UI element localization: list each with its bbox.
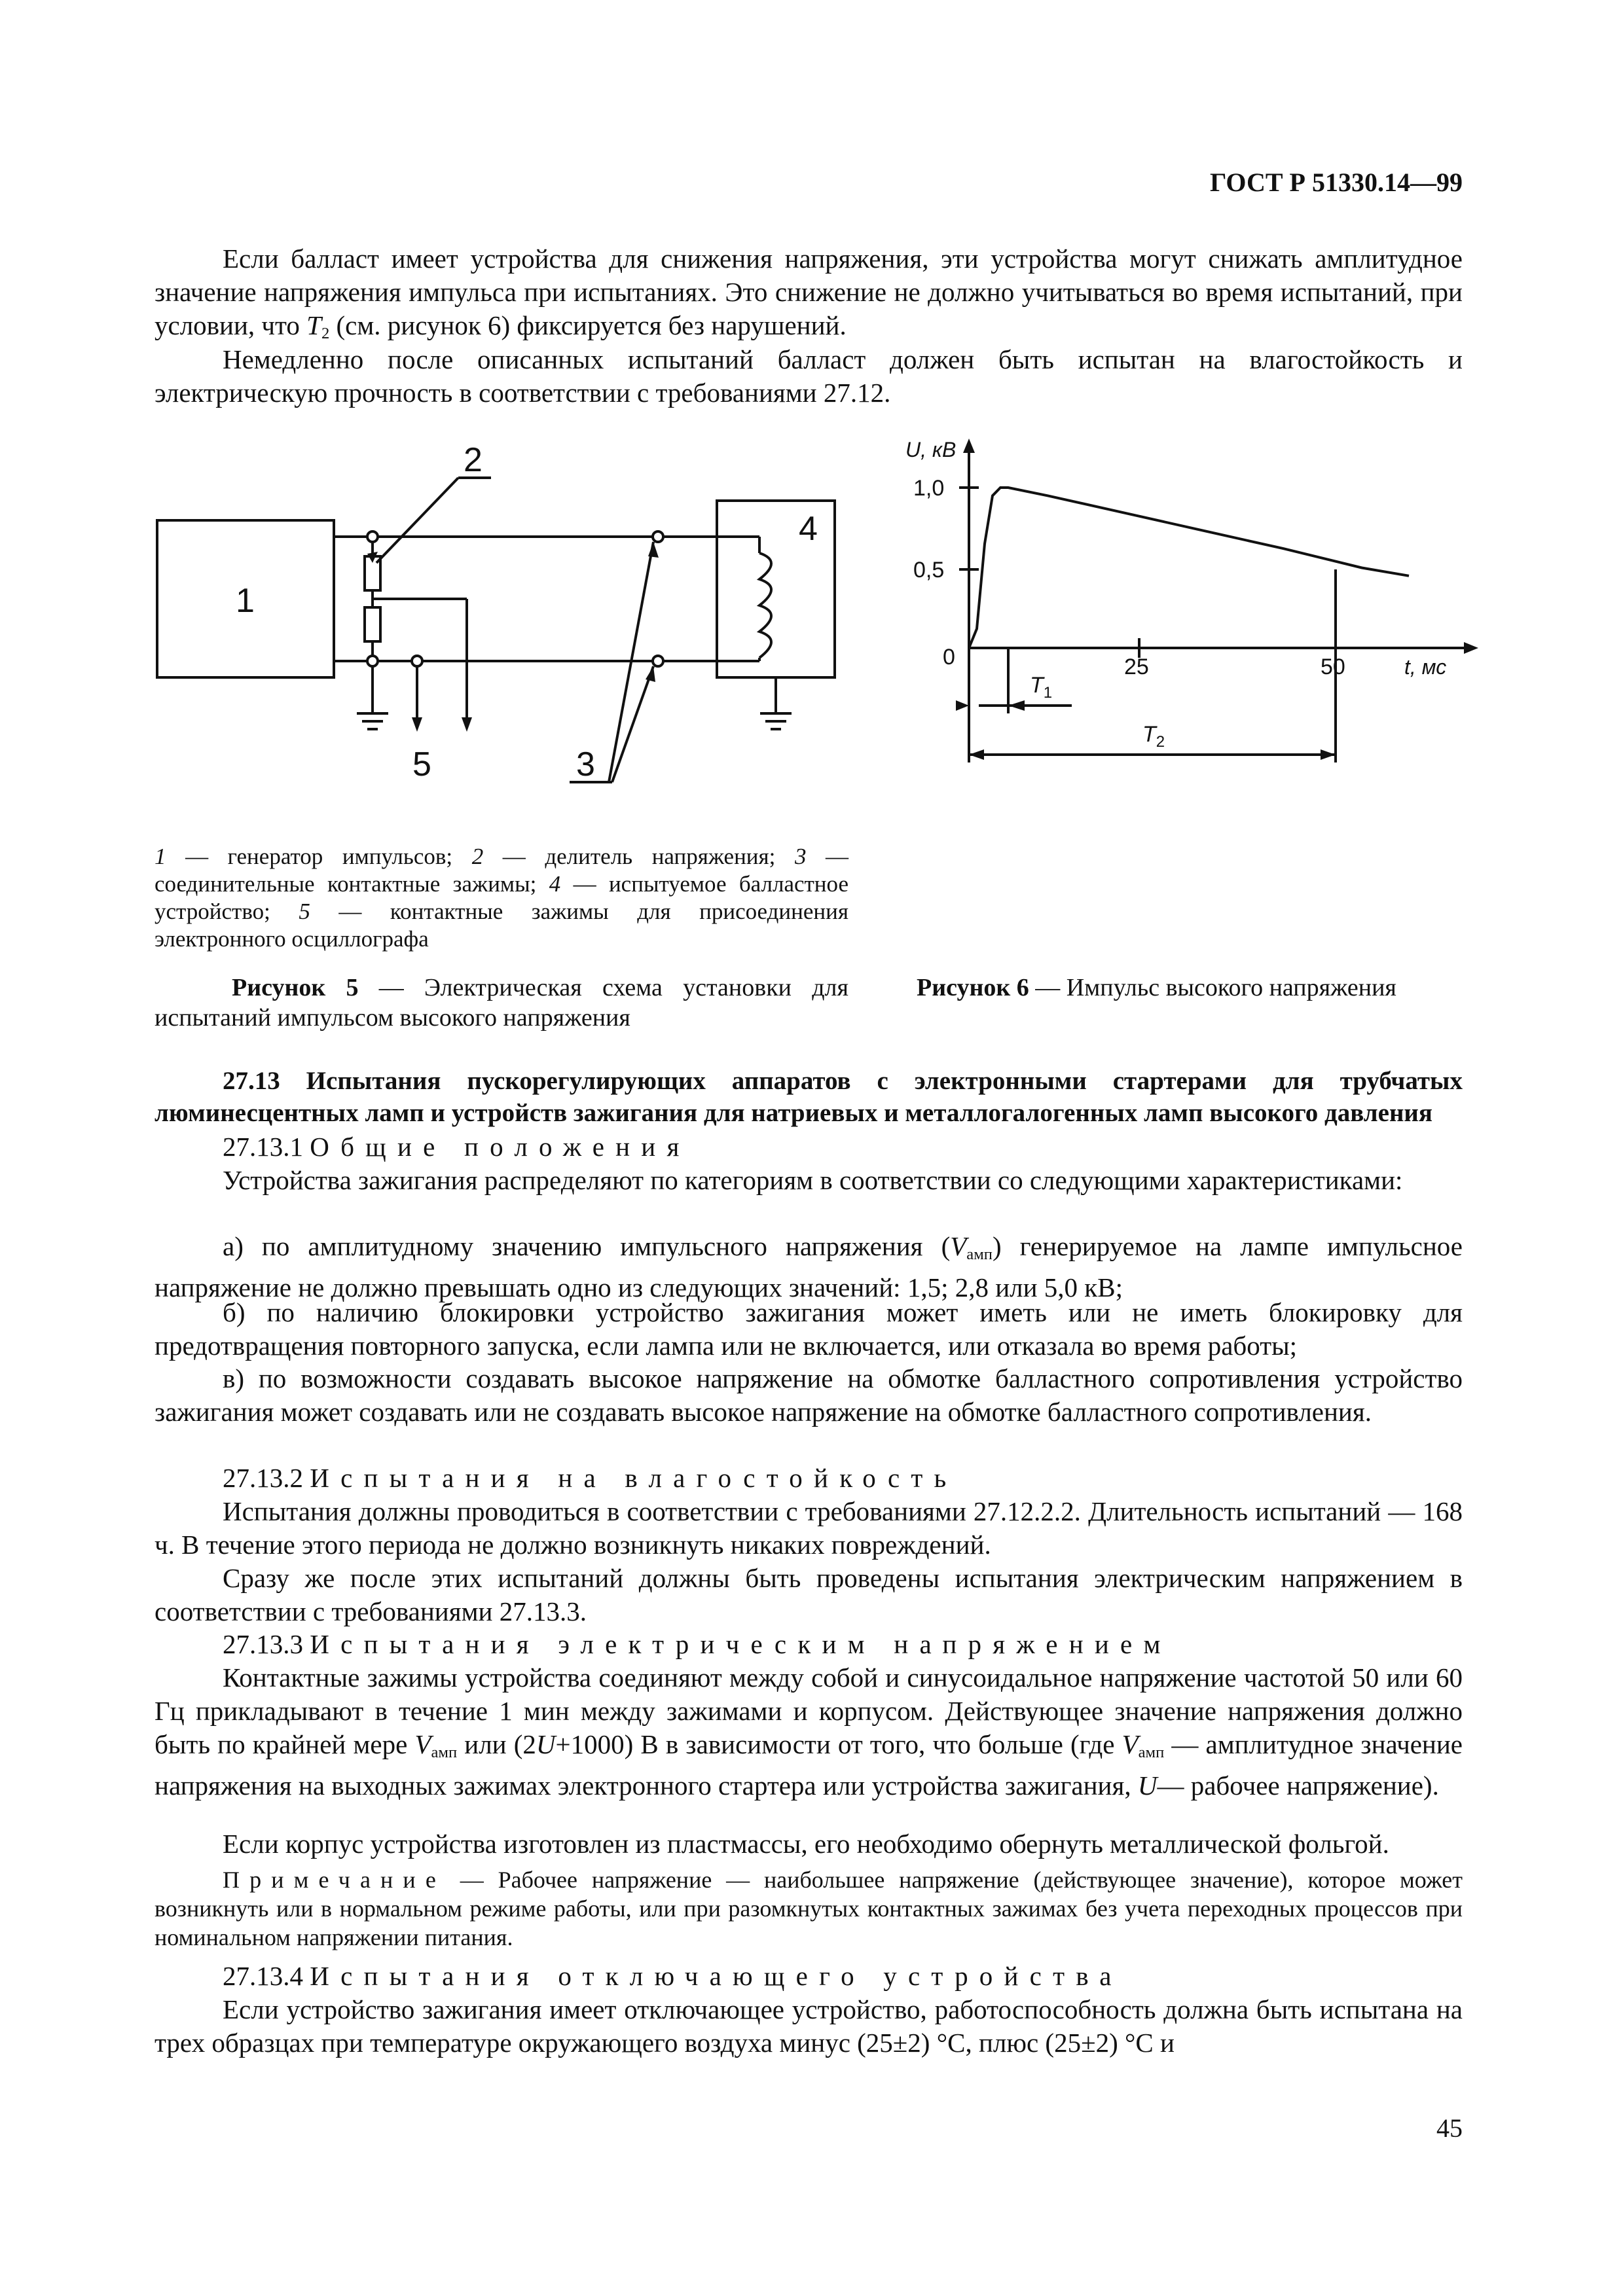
legend-num-5: 5 [299, 899, 310, 924]
s4-number: 27.13.4 [223, 1961, 303, 1991]
legend-num-2: 2 [471, 844, 484, 869]
s3-paragraph-1 [155, 1661, 1463, 1803]
s3-v2-subscript: амп [1138, 1744, 1165, 1762]
t1-label [1030, 673, 1052, 702]
s3-v-subscript: амп [431, 1744, 458, 1762]
s1-number: 27.13.1 [223, 1132, 303, 1162]
s4-title: Испытания отключающего устройства [310, 1961, 1123, 1991]
label-terminals: 3 [576, 745, 595, 783]
t2-subscript: 2 [1156, 733, 1165, 751]
t2-symbol: T [306, 310, 321, 340]
intro-text-b: (см. рисунок 6) фиксируется без нарушений. [329, 310, 847, 340]
series-line [969, 488, 1409, 648]
note-label: Примечание [223, 1867, 446, 1893]
y-tick-05: 0,5 [913, 558, 945, 583]
s1-item-b: б) по наличию блокировки устройство зажигания может иметь или не иметь блокировку для предотвращения повторного запуска, если лампа или не включается, или отказала во время работы; [155, 1297, 1463, 1361]
s3-text-d: — амплитудное значение напряжения на выходных зажимах электронного стартера или устройства зажигания, [155, 1729, 1463, 1801]
legend-num-3: 3 [794, 844, 807, 869]
figure6-caption [917, 973, 1473, 1003]
legend-text-5: — контактные зажимы для присоединения электронного осциллографа [155, 899, 848, 952]
s2-paragraph-1: Испытания должны проводиться в соответствии с требованиями 27.12.2.2. Длительность испытаний — 168 ч. В течение этого периода не должно возникнуть никаких повреждений. [155, 1496, 1463, 1560]
intro-paragraph-1 [155, 242, 1463, 350]
s3-number: 27.13.3 [223, 1629, 303, 1659]
t2-label [1142, 722, 1165, 751]
figure6-caption-text: — Импульс высокого напряжения [1029, 974, 1396, 1001]
intro-paragraph-2: Немедленно после описанных испытаний балласт должен быть испытан на влагостойкость и электрическую прочность в соответствии с требованиями 27.12. [155, 344, 1463, 408]
s3-text-b: или (2 [457, 1729, 536, 1759]
v-amp-subscript: амп [966, 1246, 993, 1264]
t2-subscript: 2 [321, 325, 330, 343]
subsection-27-13-4 [155, 1960, 1463, 1993]
s2-title: Испытания на влагостойкость [310, 1463, 958, 1493]
x-tick-50: 50 [1321, 655, 1345, 679]
figure5-caption [155, 973, 848, 1033]
figure6-chart [894, 432, 1483, 772]
page-number: 45 [1436, 2113, 1463, 2143]
figure5-schematic [144, 432, 884, 798]
s3-title: Испытания электрическим напряжением [310, 1629, 1172, 1659]
label-divider: 2 [464, 441, 483, 479]
legend-text-1: — генератор импульсов; [166, 844, 472, 869]
s3-text-c: +1000) В в зависимости от того, что больше (где [555, 1729, 1122, 1759]
label-oscillograph: 5 [412, 745, 431, 783]
s3-text-a: Контактные зажимы устройства соединяют между собой и синусоидальное напряжение частотой 50 или 60 Гц прикладывают в течение 1 мин между зажимами и корпусом. Действующее значение напряжения должно быть по крайней мере [155, 1662, 1463, 1759]
legend-text-2: — делитель напряжения; [483, 844, 795, 869]
figure5-caption-bold: Рисунок 5 [232, 974, 359, 1001]
y-tick-0: 0 [943, 645, 955, 670]
standard-number: ГОСТ Р 51330.14—99 [1209, 168, 1463, 197]
s1-item-a-text-2: ) генерируемое на лампе импульсное напряжение не должно превышать одно из следующих значений: 1,5; 2,8 или 5,0 кВ; [155, 1231, 1463, 1303]
figure6-caption-bold: Рисунок 6 [917, 974, 1029, 1001]
x-tick-25: 25 [1124, 655, 1149, 679]
s1-item-a [155, 1230, 1463, 1304]
s3-text-e: — рабочее напряжение). [1157, 1770, 1439, 1801]
s3-v2-symbol: V [1122, 1729, 1139, 1759]
legend-num-4: 4 [549, 871, 561, 897]
section-heading: 27.13 Испытания пускорегулирующих аппаратов с электронными стартерами для трубчатых люминесцентных ламп и устройств зажигания для натриевых и металлогалогенных ламп высокого давления [155, 1067, 1463, 1127]
legend-num-1: 1 [155, 844, 166, 869]
divider-resistor-lower [365, 607, 380, 641]
t1-subscript: 1 [1043, 684, 1053, 702]
t1-symbol: T [1030, 673, 1044, 698]
s3-u2-symbol: U [1137, 1770, 1158, 1801]
v-amp-symbol: V [950, 1231, 967, 1261]
x-axis-label: t, мс [1404, 655, 1447, 679]
s1-item-c: в) по возможности создавать высокое напряжение на обмотке балластного сопротивления устройство зажигания может создавать или не создавать высокое напряжение на обмотке балластного сопротивления. [155, 1363, 1463, 1427]
subsection-27-13-3 [155, 1628, 1463, 1661]
legend-text-3: — соединительные контактные зажимы; [155, 844, 849, 897]
label-generator: 1 [236, 582, 255, 620]
note [155, 1865, 1463, 1952]
note-text: — Рабочее напряжение — наибольшее напряжение (действующее значение), которое может возникнуть или в нормальном режиме работы, или при разомкнутых контактных зажимах без учета переходных процессов при номинальном напряжении питания. [155, 1867, 1463, 1950]
s2-paragraph-2: Сразу же после этих испытаний должны быть проведены испытания электрическим напряжением в соответствии с требованиями 27.13.3. [155, 1563, 1463, 1626]
s2-number: 27.13.2 [223, 1463, 303, 1493]
subsection-27-13-1 [155, 1130, 1463, 1164]
s3-paragraph-2: Если корпус устройства изготовлен из пластмассы, его необходимо обернуть металлической фольгой. [223, 1829, 1389, 1859]
figure5-caption-text: — Электрическая схема установки для испытаний импульсом высокого напряжения [155, 974, 848, 1031]
s4-paragraph-1: Если устройство зажигания имеет отключающее устройство, работоспособность должна быть испытана на трех образцах при температуре окружающего воздуха минус (25±2) °С, плюс (25±2) °С и [155, 1994, 1463, 2058]
s1-item-a-text-1: а) по амплитудному значению импульсного напряжения ( [223, 1231, 951, 1261]
intro-text-a: Если балласт имеет устройства для снижения напряжения, эти устройства могут снижать амплитудное значение напряжения импульса при испытаниях. Это снижение не должно учитываться во время испытаний, при условии, что [155, 243, 1463, 340]
ballast-coil [759, 553, 771, 658]
y-axis-label: U, кВ [905, 438, 957, 461]
figure5-legend [155, 843, 848, 953]
subsection-27-13-2 [155, 1462, 1463, 1495]
y-tick-1: 1,0 [913, 476, 945, 501]
legend-text-4: — испытуемое балластное устройство; [155, 871, 848, 924]
s3-v-symbol: V [414, 1729, 431, 1759]
s1-paragraph-1: Устройства зажигания распределяют по категориям в соответствии со следующими характеристиками: [223, 1165, 1403, 1195]
s1-title: Общие положения [310, 1132, 691, 1162]
s3-u-symbol: U [536, 1729, 556, 1759]
t2-symbol: T [1142, 722, 1156, 747]
label-ballast: 4 [799, 510, 818, 548]
